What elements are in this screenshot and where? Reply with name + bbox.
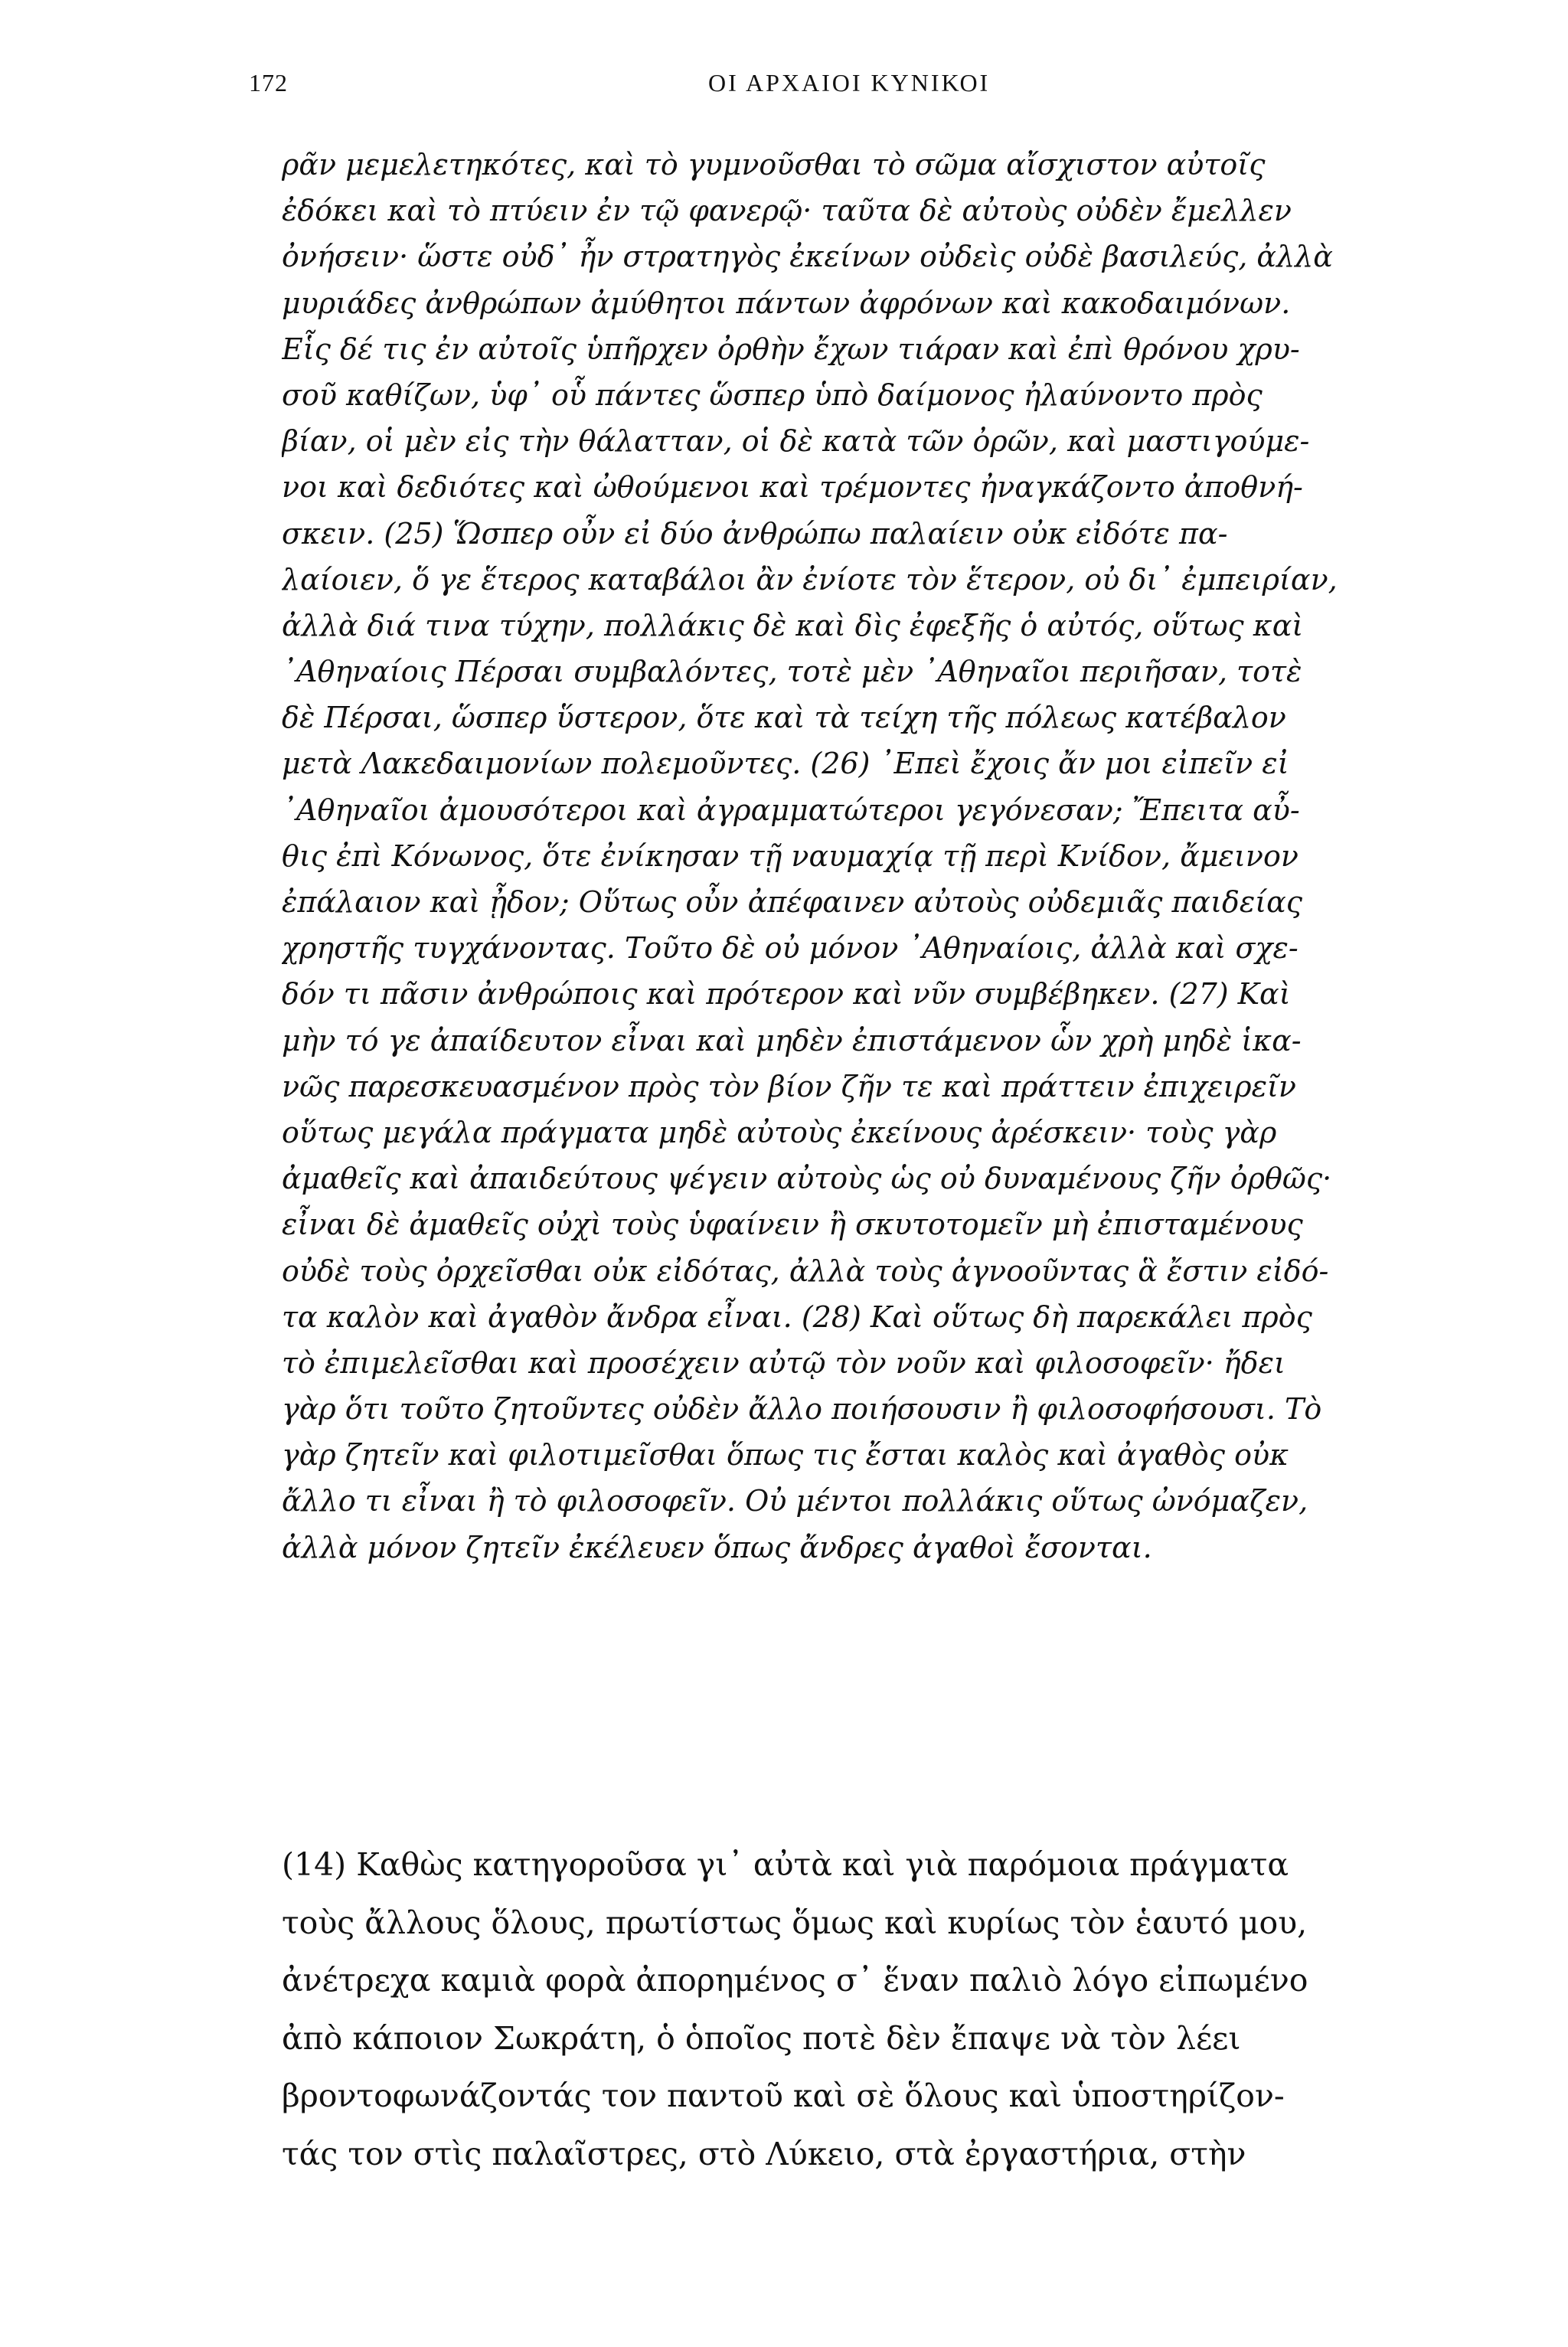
text-line: λαίοιεν, ὅ γε ἕτερος καταβάλοι ἂν ἐνίοτε τὸν ἕτερον, οὐ δι᾿ ἐμπειρίαν, xyxy=(282,562,1338,597)
text-line: ἀλλὰ μόνον ζητεῖν ἐκέλευεν ὅπως ἄνδρες ἀγαθοὶ ἔσονται. xyxy=(282,1530,1152,1564)
modern-greek-passage xyxy=(282,1836,1507,2183)
text-line: ἀπὸ κάποιον Σωκράτη, ὁ ὁποῖος ποτὲ δὲν ἔπαψε νὰ τὸν λέει xyxy=(282,2019,1241,2057)
text-line: ἀνέτρεχα καμιὰ φορὰ ἀπορημένος σ᾿ ἕναν παλιὸ λόγο εἰπωμένο xyxy=(282,1962,1308,1999)
text-line: χρηστῆς τυγχάνοντας. Τοῦτο δὲ οὐ μόνον ᾿Αθηναίοις, ἀλλὰ καὶ σχε- xyxy=(282,931,1298,966)
text-line: σκειν. (25) Ὥσπερ οὖν εἰ δύο ἀνθρώπω παλαίειν οὐκ εἰδότε πα- xyxy=(282,516,1228,551)
text-line: ἀλλὰ διά τινα τύχην, πολλάκις δὲ καὶ δὶς ἐφεξῆς ὁ αὐτός, οὕτως καὶ xyxy=(282,608,1304,642)
text-line: οὐδὲ τοὺς ὀρχεῖσθαι οὐκ εἰδότας, ἀλλὰ τοὺς ἀγνοοῦντας ἃ ἔστιν εἰδό- xyxy=(282,1254,1329,1288)
text-line: βίαν, οἱ μὲν εἰς τὴν θάλατταν, οἱ δὲ κατὰ τῶν ὀρῶν, καὶ μαστιγούμε- xyxy=(282,424,1310,459)
text-line: δόν τι πᾶσιν ἀνθρώποις καὶ πρότερον καὶ νῦν συμβέβηκεν. (27) Καὶ xyxy=(282,977,1291,1012)
text-line: ἄλλο τι εἶναι ἢ τὸ φιλοσοφεῖν. Οὐ μέντοι πολλάκις οὕτως ὠνόμαζεν, xyxy=(282,1484,1308,1518)
text-line: θις ἐπὶ Κόνωνος, ὅτε ἐνίκησαν τῇ ναυμαχίᾳ τῇ περὶ Κνίδον, ἄμεινον xyxy=(282,838,1298,873)
text-line: ἐπάλαιον καὶ ᾖδον; Οὕτως οὖν ἀπέφαινεν αὐτοὺς οὐδεμιᾶς παιδείας xyxy=(282,885,1303,919)
text-line: γὰρ ζητεῖν καὶ φιλοτιμεῖσθαι ὅπως τις ἔσται καλὸς καὶ ἀγαθὸς οὐκ xyxy=(282,1438,1289,1473)
text-line: (14) Καθὼς κατηγοροῦσα γι᾿ αὐτὰ καὶ γιὰ παρόμοια πράγματα xyxy=(282,1846,1289,1883)
text-line: γὰρ ὅτι τοῦτο ζητοῦντες οὐδὲν ἄλλο ποιήσουσιν ἢ φιλοσοφήσουσι. Τὸ xyxy=(282,1392,1322,1427)
text-line: νῶς παρεσκευασμένον πρὸς τὸν βίον ζῆν τε καὶ πράττειν ἐπιχειρεῖν xyxy=(282,1069,1296,1103)
text-line: δὲ Πέρσαι, ὥσπερ ὕστερον, ὅτε καὶ τὰ τείχη τῆς πόλεως κατέβαλον xyxy=(282,701,1286,735)
text-line: τὸ ἐπιμελεῖσθαι καὶ προσέχειν αὐτῷ τὸν νοῦν καὶ φιλοσοφεῖν· ἤδει xyxy=(282,1345,1285,1380)
ancient-greek-passage xyxy=(282,142,1499,1571)
text-line: βροντοφωνάζοντάς τον παντοῦ καὶ σὲ ὅλους καὶ ὑποστηρίζον- xyxy=(282,2077,1285,2114)
text-line: ὀνήσειν· ὥστε οὐδ᾿ ἦν στρατηγὸς ἐκείνων οὐδεὶς οὐδὲ βασιλεύς, ἀλλὰ xyxy=(282,240,1333,274)
running-head xyxy=(249,69,1566,115)
text-line: ρᾶν μεμελετηκότες, καὶ τὸ γυμνοῦσθαι τὸ σῶμα αἴσχιστον αὐτοῖς xyxy=(282,148,1266,181)
text-line: τα καλὸν καὶ ἀγαθὸν ἄνδρα εἶναι. (28) Καὶ οὕτως δὴ παρεκάλει πρὸς xyxy=(282,1299,1312,1334)
text-line: μὴν τό γε ἀπαίδευτον εἶναι καὶ μηδὲν ἐπιστάμενον ὧν χρὴ μηδὲ ἱκα- xyxy=(282,1023,1302,1057)
text-line: τοὺς ἄλλους ὅλους, πρωτίστως ὅμως καὶ κυρίως τὸν ἑαυτό μου, xyxy=(282,1904,1308,1941)
text-line: ᾿Αθηναῖοι ἀμουσότεροι καὶ ἀγραμματώτεροι γεγόνεσαν; Ἔπειτα αὖ- xyxy=(282,793,1300,827)
running-title: ΟΙ ΑΡΧΑΙΟΙ ΚΥΝΙΚΟΙ xyxy=(708,69,991,96)
text-line: εἶναι δὲ ἀμαθεῖς οὐχὶ τοὺς ὑφαίνειν ἢ σκυτοτομεῖν μὴ ἐπισταμένους xyxy=(282,1208,1303,1242)
text-line: μυριάδες ἀνθρώπων ἀμύθητοι πάντων ἀφρόνων καὶ κακοδαιμόνων. xyxy=(282,286,1291,320)
text-line: Εἷς δέ τις ἐν αὐτοῖς ὑπῆρχεν ὀρθὴν ἔχων τιάραν καὶ ἐπὶ θρόνου χρυ- xyxy=(282,332,1300,366)
text-line: ᾿Αθηναίοις Πέρσαι συμβαλόντες, τοτὲ μὲν ᾿Αθηναῖοι περιῆσαν, τοτὲ xyxy=(282,655,1302,689)
text-line: ἀμαθεῖς καὶ ἀπαιδεύτους ψέγειν αὐτοὺς ὡς οὐ δυναμένους ζῆν ὀρθῶς· xyxy=(282,1162,1332,1196)
text-line: μετὰ Λακεδαιμονίων πολεμοῦντες. (26) ᾿Επεὶ ἔχοις ἄν μοι εἰπεῖν εἰ xyxy=(282,747,1289,781)
text-line: νοι καὶ δεδιότες καὶ ὠθούμενοι καὶ τρέμοντες ἠναγκάζοντο ἀποθνή- xyxy=(282,470,1303,505)
text-line: οὕτως μεγάλα πράγματα μηδὲ αὐτοὺς ἐκείνους ἀρέσκειν· τοὺς γὰρ xyxy=(282,1115,1277,1149)
page-number: 172 xyxy=(249,69,288,96)
text-line: τάς τον στὶς παλαῖστρες, στὸ Λύκειο, στὰ ἐργαστήρια, στὴν xyxy=(282,2135,1246,2172)
text-line: σοῦ καθίζων, ὑφ᾿ οὗ πάντες ὥσπερ ὑπὸ δαίμονος ἠλαύνοντο πρὸς xyxy=(282,378,1263,412)
text-line: ἐδόκει καὶ τὸ πτύειν ἐν τῷ φανερῷ· ταῦτα δὲ αὐτοὺς οὐδὲν ἔμελλεν xyxy=(282,194,1292,228)
